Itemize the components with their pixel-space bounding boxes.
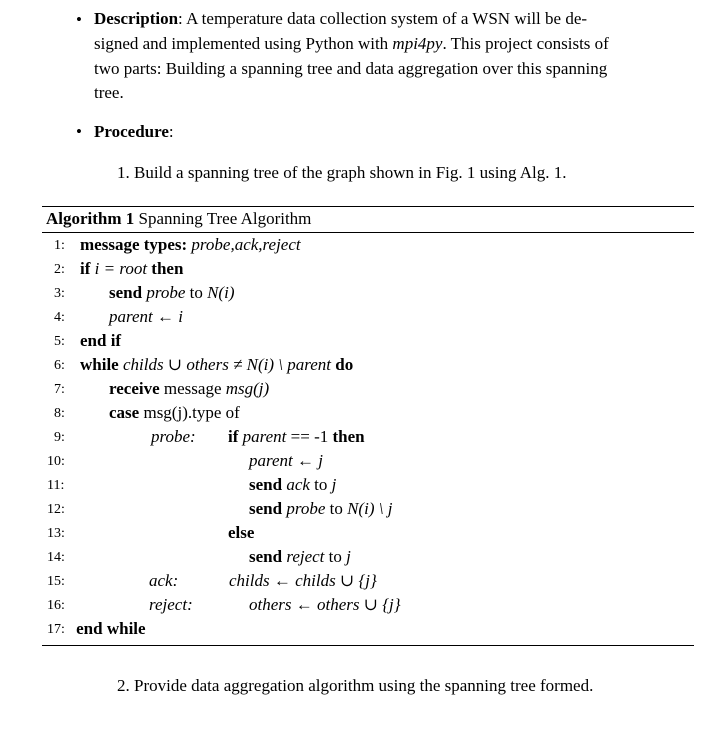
keyword: end while <box>76 619 146 638</box>
line-number: 15: <box>47 574 65 589</box>
bullet-dot: • <box>76 10 82 29</box>
code-text: message <box>163 379 222 398</box>
code-text: reject <box>286 547 325 566</box>
algorithm-bottom-rule <box>42 645 694 646</box>
line-number: 16: <box>47 598 65 613</box>
case-label-reject: reject: <box>149 595 193 614</box>
alg-line-6 <box>80 355 353 375</box>
description-line-2 <box>94 32 609 57</box>
code-text: ack <box>286 475 310 494</box>
alg-line-10: parent ← j <box>249 451 323 470</box>
keyword: while <box>80 355 119 374</box>
code-text: N(i) <box>207 283 235 302</box>
alg-line-5: end if <box>80 331 122 350</box>
keyword: if <box>228 427 239 446</box>
line-number: 13: <box>47 526 65 541</box>
code-text: to <box>314 475 328 494</box>
description-line-3: two parts: Building a spanning tree and data aggregation over this spanning <box>94 59 608 78</box>
line-number: 3: <box>54 286 65 301</box>
keyword: message types: <box>80 235 188 254</box>
line-number: 9: <box>54 430 65 445</box>
procedure-heading <box>94 120 174 145</box>
case-label-ack: ack: <box>149 571 179 590</box>
line-number: 12: <box>47 502 65 517</box>
alg-line-2 <box>80 259 183 279</box>
line-number: 2: <box>54 262 65 277</box>
algorithm-top-rule <box>42 206 694 207</box>
step-1: 1. Build a spanning tree of the graph shown in Fig. 1 using Alg. 1. <box>117 163 567 182</box>
description-text: : A temperature data collection system of a WSN will be de- <box>178 9 588 28</box>
line-number: 14: <box>47 550 65 565</box>
code-text: parent <box>242 427 287 446</box>
keyword: do <box>335 355 354 374</box>
line-number: 7: <box>54 382 65 397</box>
step-2: 2. Provide data aggregation algorithm using the spanning tree formed. <box>117 676 594 695</box>
code-text: msg(j) <box>225 379 270 398</box>
line-number: 5: <box>54 334 65 349</box>
description-text: . This project consists of <box>442 34 609 53</box>
description-line-1 <box>94 7 587 32</box>
alg-line-9 <box>228 427 365 447</box>
keyword: if <box>80 259 91 278</box>
line-number: 17: <box>47 622 65 637</box>
alg-line-16: others ← others ∪ {j} <box>249 595 401 614</box>
line-number: 11: <box>47 478 65 493</box>
procedure-label: Procedure <box>94 122 169 141</box>
alg-line-4: parent ← i <box>109 307 183 326</box>
keyword: send <box>109 283 143 302</box>
code-text: msg(j).type of <box>143 403 240 422</box>
line-number: 10: <box>47 454 65 469</box>
alg-line-8 <box>109 403 240 423</box>
keyword: receive <box>109 379 160 398</box>
alg-line-7 <box>109 379 269 399</box>
keyword: send <box>249 547 283 566</box>
description-line-4: tree. <box>94 83 124 102</box>
case-label-probe: probe: <box>151 427 196 446</box>
alg-line-13: else <box>228 523 255 542</box>
procedure-colon: : <box>168 122 174 141</box>
alg-line-1 <box>80 235 301 255</box>
code-text: N(i) \ j <box>347 499 393 518</box>
keyword: case <box>109 403 140 422</box>
code-text: to <box>328 547 342 566</box>
code-text: childs ∪ others ≠ N(i) \ parent <box>122 355 332 374</box>
code-text: j <box>331 475 337 494</box>
code-text: probe <box>286 499 326 518</box>
code-text: i = root <box>94 259 148 278</box>
description-label: Description <box>94 9 179 28</box>
alg-line-11 <box>249 475 336 495</box>
keyword: send <box>249 475 283 494</box>
alg-line-14 <box>249 547 351 567</box>
bullet-dot: • <box>76 122 82 141</box>
mpi4py-term: mpi4py <box>392 34 443 53</box>
code-text: probe,ack,reject <box>191 235 301 254</box>
line-number: 1: <box>54 238 65 253</box>
alg-line-3 <box>109 283 234 303</box>
alg-line-12 <box>249 499 392 519</box>
line-number: 8: <box>54 406 65 421</box>
alg-line-15: childs ← childs ∪ {j} <box>229 571 377 590</box>
algorithm-caption-rule <box>42 232 694 233</box>
line-number: 6: <box>54 358 65 373</box>
code-text: to <box>329 499 343 518</box>
code-text: == -1 <box>290 427 329 446</box>
description-text: signed and implemented using Python with <box>94 34 393 53</box>
algorithm-caption <box>46 209 311 229</box>
keyword: then <box>151 259 184 278</box>
line-number: 4: <box>54 310 65 325</box>
code-text: to <box>189 283 203 302</box>
code-text: probe <box>146 283 186 302</box>
keyword: send <box>249 499 283 518</box>
code-text: j <box>346 547 351 566</box>
algorithm-label: Algorithm 1 <box>46 209 135 228</box>
alg-line-17 <box>47 619 146 641</box>
algorithm-title: Spanning Tree Algorithm <box>138 209 312 228</box>
keyword: then <box>332 427 365 446</box>
